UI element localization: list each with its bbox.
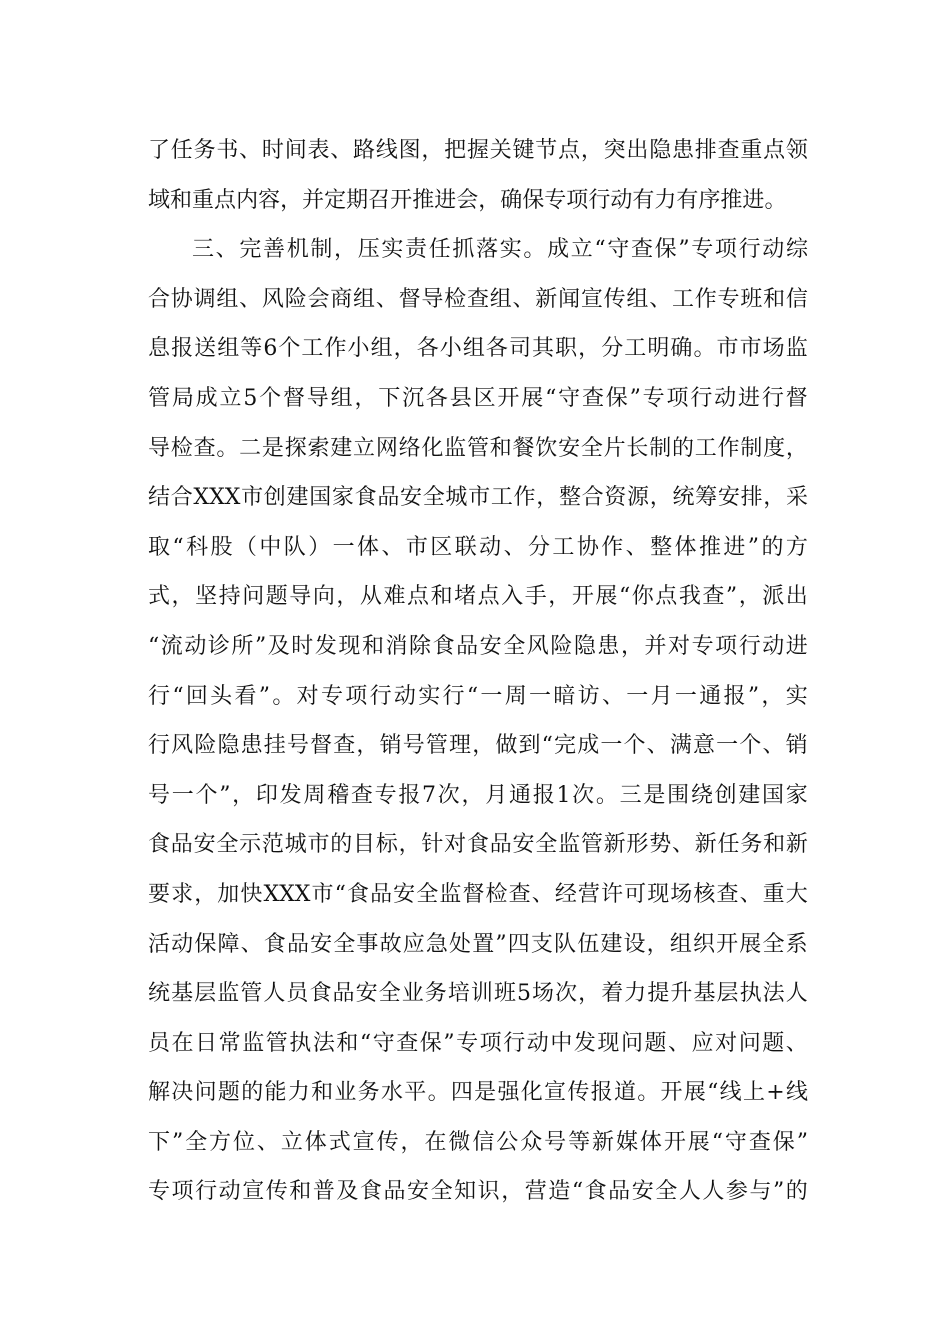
text-line: 导 检 查 。 二 是 探 索 建 立 网 络 化 监 管 和 餐 饮 安 全 片 长 制 的 工 作 制 度 ， bbox=[148, 435, 808, 461]
text-line: 统 基 层 监 管 人 员 食 品 安 全 业 务 培 训 班 5 场 次 ， 着 力 提 升 基 层 执 法 人 bbox=[148, 981, 808, 1007]
text-line: 专 项 行 动 宣 传 和 普 及 食 品 安 全 知 识 ， 营 造 “ 食 品 安 全 人 人 参 与 ” 的 bbox=[148, 1179, 808, 1205]
text-line: 行 风 险 隐 患 挂 号 督 查 ， 销 号 管 理 ， 做 到 “ 完 成 一 个 、 满 意 一 个 、 销 bbox=[148, 733, 808, 759]
text-line: 息 报 送 组 等 6 个 工 作 小 组 ， 各 小 组 各 司 其 职 ， 分 工 明 确 。 市 市 场 监 bbox=[148, 336, 808, 362]
text-line: 管 局 成 立 5 个 督 导 组 ， 下 沉 各 县 区 开 展 “ 守 查 保 ” 专 项 行 动 进 行 督 bbox=[148, 385, 808, 411]
text-line: 号 一 个 ” ， 印 发 周 稽 查 专 报 7 次 ， 月 通 报 1 次 。 三 是 围 绕 创 建 国 家 bbox=[148, 782, 808, 808]
text-line: 取 “ 科 股 （ 中 队 ） 一 体 、 市 区 联 动 、 分 工 协 作 、 整 体 推 进 ” 的 方 bbox=[148, 534, 808, 560]
text-line: 三 、 完 善 机 制 ， 压 实 责 任 抓 落 实 。 成 立 “ 守 查 保 ” 专 项 行 动 综 bbox=[192, 237, 808, 263]
text-line: 行 “ 回 头 看 ” 。 对 专 项 行 动 实 行 “ 一 周 一 暗 访 、 一 月 一 通 报 ” ， 实 bbox=[148, 683, 808, 709]
text-line: 食 品 安 全 示 范 城 市 的 目 标 ， 针 对 食 品 安 全 监 管 新 形 势 、 新 任 务 和 新 bbox=[148, 832, 808, 858]
text-line: 解 决 问 题 的 能 力 和 业 务 水 平 。 四 是 强 化 宣 传 报 道 。 开 展 “ 线 上 + 线 bbox=[148, 1080, 808, 1106]
text-line: 域 和 重 点 内 容 ， 并 定 期 召 开 推 进 会 ， 确 保 专 项 行 动 有 力 有 序 推 进 。 bbox=[148, 187, 787, 213]
text-line: 活 动 保 障 、 食 品 安 全 事 故 应 急 处 置 ” 四 支 队 伍 建 设 ， 组 织 开 展 全 系 bbox=[148, 931, 808, 957]
text-line: 员 在 日 常 监 管 执 法 和 “ 守 查 保 ” 专 项 行 动 中 发 现 问 题 、 应 对 问 题 、 bbox=[148, 1030, 808, 1056]
text-line: 下 ” 全 方 位 、 立 体 式 宣 传 ， 在 微 信 公 众 号 等 新 媒 体 开 展 “ 守 查 保 ” bbox=[148, 1129, 808, 1155]
body-text bbox=[148, 126, 808, 1217]
text-line: 了 任 务 书 、 时 间 表 、 路 线 图 ， 把 握 关 键 节 点 ， 突 出 隐 患 排 查 重 点 领 bbox=[148, 138, 808, 163]
text-line: “ 流 动 诊 所 ” 及 时 发 现 和 消 除 食 品 安 全 风 险 隐 患 ， 并 对 专 项 行 动 进 bbox=[148, 633, 808, 659]
text-line: 式 ， 坚 持 问 题 导 向 ， 从 难 点 和 堵 点 入 手 ， 开 展 “ 你 点 我 查 ” ， 派 出 bbox=[148, 584, 808, 610]
text-line: 合 协 调 组 、 风 险 会 商 组 、 督 导 检 查 组 、 新 闻 宣 传 组 、 工 作 专 班 和 信 bbox=[148, 286, 808, 312]
text-line: 结 合 XXX 市 创 建 国 家 食 品 安 全 城 市 工 作 ， 整 合 资 源 ， 统 筹 安 排 ， 采 bbox=[148, 485, 808, 511]
text-line: 要 求 ， 加 快 XXX 市 “ 食 品 安 全 监 督 检 查 、 经 营 许 可 现 场 核 查 、 重 大 bbox=[148, 881, 808, 907]
